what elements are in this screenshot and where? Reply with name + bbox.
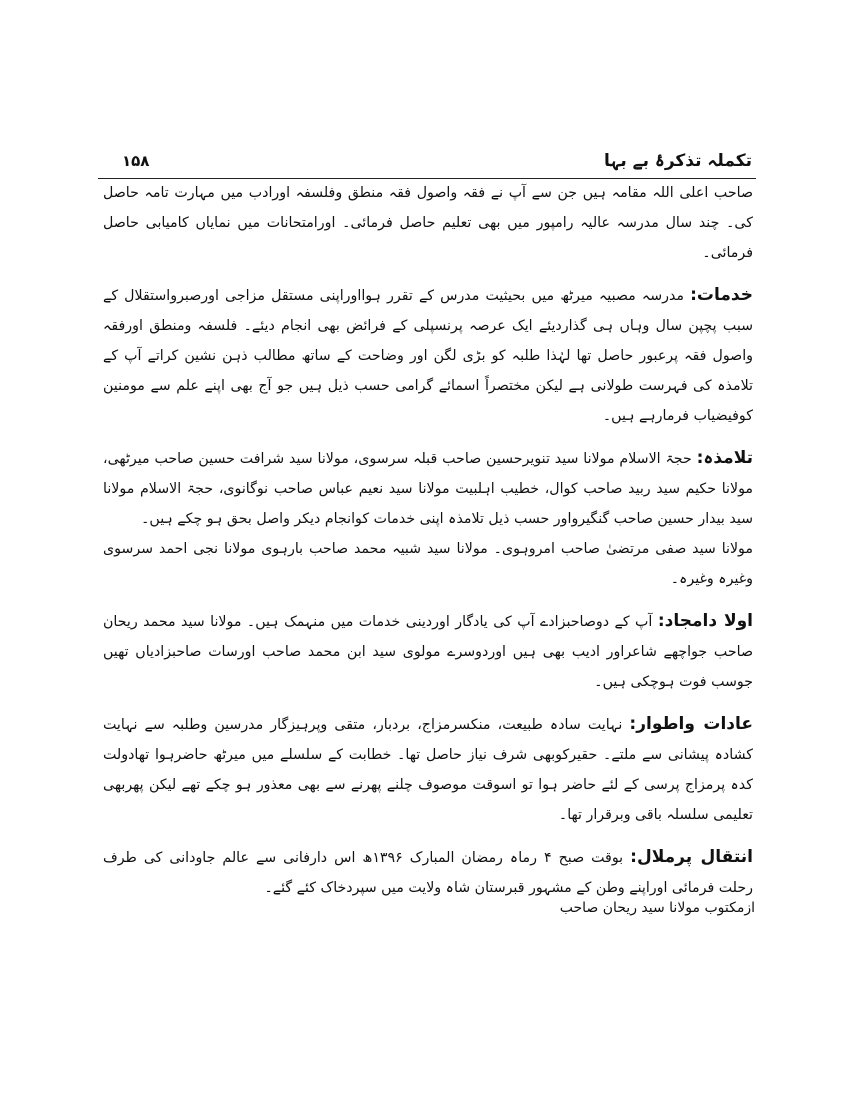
intro-paragraph — [103, 178, 753, 268]
adat-text: نہایت سادہ طبیعت، منکسرمزاج، بردبار، متقی وپرہیزگار مدرسین وطلبہ سے نہایت کشادہ پیشانی سے ملتے۔ حقیرکوبھی شرف نیاز حاصل تھا۔ خطابت کے سلسلے میں میرٹھ حاضرہوا تھادولت کدہ پرمزاج پرسی کے لئے حاضر ہوا تو اسوقت موصوف چلنے پھرنے سے بھی معذور ہو چکے تھے لیکن پھربھی تعلیمی سلسلہ باقی وبرقرار تھا۔ — [103, 717, 753, 823]
talamidha-paragraph — [103, 443, 753, 534]
talamidha-continuation-text: مولانا سید صفی مرتضیٰ صاحب امروہوی۔ مولانا سید شبیہ محمد صاحب بارہوی مولانا نجی احمد سرسوی وغیرہ وغیرہ۔ — [103, 541, 753, 587]
talamidha-continuation — [103, 534, 753, 594]
page-body — [103, 178, 753, 903]
page-header — [98, 150, 752, 174]
khidmat-heading: خدمات: — [690, 285, 753, 305]
aulad-text: آپ کے دوصاحبزادے آپ کی یادگار اوردینی خدمات میں منہمک ہیں۔ مولانا سید محمد ریحان صاحب جواچھے شاعراور ادیب بھی ہیں اوردوسرے مولوی سید ابن محمد صاحب اورسات صاحبزادیاں تھیں جوسب فوت ہوچکی ہیں۔ — [103, 614, 753, 690]
adat-heading: عادات واطوار: — [629, 714, 754, 734]
intro-text: صاحب اعلی اللہ مقامہ ہیں جن سے آپ نے فقہ واصول فقہ منطق وفلسفہ اورادب میں مہارت تامہ حاصل کی۔ چند سال مدرسہ عالیہ رامپور میں بھی تعلیم حاصل فرمائی۔ اورامتحانات میں نمایاں کامیابی حاصل فرمائی۔ — [103, 185, 753, 261]
khidmat-paragraph — [103, 280, 753, 431]
page-number: ۱۵۸ — [122, 152, 150, 170]
intiqal-heading: انتقال پرملال: — [630, 847, 754, 867]
adat-paragraph — [103, 709, 753, 830]
aulad-heading: اولا دامجاد: — [657, 611, 753, 631]
talamidha-heading: تلامذہ: — [696, 448, 753, 468]
intiqal-text: بوقت صبح ۴ رماہ رمضان المبارک ۱۳۹۶ھ اس دارفانی سے عالم جاودانی کی طرف رحلت فرمائی اوراپنے وطن کے مشہور قبرستان شاہ ولایت میں سپردخاک کئے گئے۔ — [103, 850, 753, 896]
aulad-paragraph — [103, 606, 753, 697]
intiqal-paragraph — [103, 842, 753, 903]
talamidha-text: حجۃ الاسلام مولانا سید تنویرحسین صاحب قبلہ سرسوی، مولانا سید شرافت حسین صاحب میرٹھی، مولانا حکیم سید ربید صاحب کوال، خطیب اہلبیت مولانا سید نعیم عباس صاحب نوگانوی، حجۃ الاسلام مولانا سید بیدار حسین صاحب گنگیرواور حسب ذیل تلامذہ اپنی خدمات کوانجام دیکر واصل بحق ہو چکے ہیں۔ — [103, 451, 753, 527]
running-title: تکملہ تذکرۂ بے بہا — [603, 151, 752, 171]
source-attribution: ازمکتوب مولانا سید ریحان صاحب — [559, 900, 755, 916]
khidmat-text: مدرسہ مصبیہ میرٹھ میں بحیثیت مدرس کے تقرر ہوااوراپنی مستقل مزاجی اورصبرواستقلال کے سبب پچپن سال وہاں ہی گذاردیئے ایک عرصہ پرنسپلی کے فرائض بھی انجام دیئے۔ فلسفہ ومنطق اورفقہ واصول فقہ پرعبور حاصل تھا لہٰذا طلبہ کو بڑی لگن اور وضاحت کے ساتھ مطالب ذہن نشین کراتے آپ کے تلامذہ کی فہرست طولانی ہے لیکن مختصراً اسمائے گرامی حسب ذیل ہیں جو آج بھی اپنے علم سے مومنین کوفیضیاب فرمارہے ہیں۔ — [103, 288, 753, 424]
